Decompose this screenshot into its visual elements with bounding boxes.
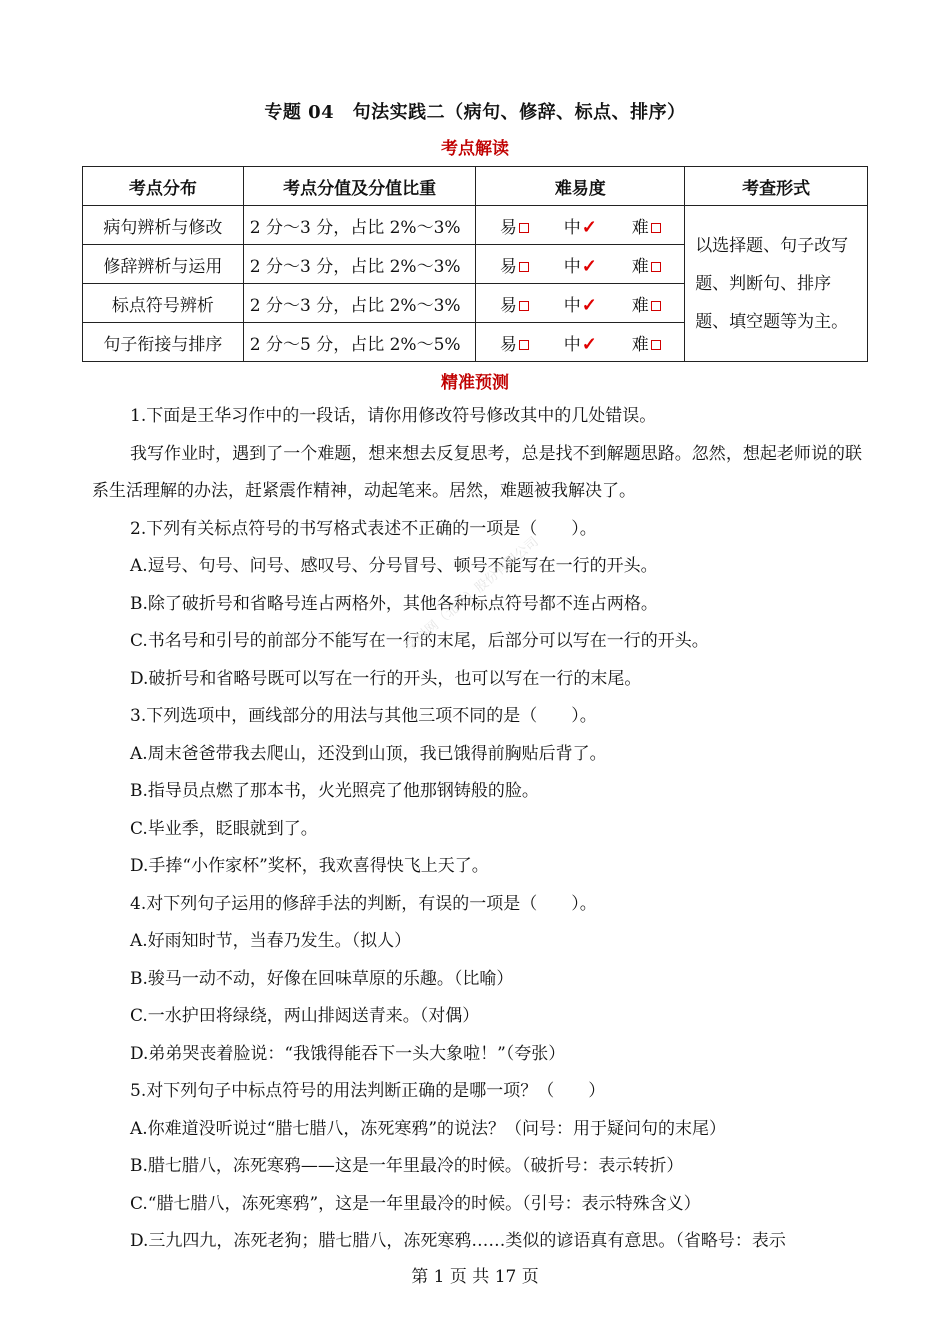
topic-cell: 病句辨析与修改 xyxy=(83,206,244,245)
topic-cell: 修辞辨析与运用 xyxy=(83,245,244,284)
checkbox-icon xyxy=(651,262,661,272)
exam-points-table xyxy=(82,166,868,362)
medium-label: 中 xyxy=(563,217,581,238)
question-passage: 我写作业时，遇到了一个难题，想来想去反复思考，总是找不到解题思路。忽然，想起老师说的联系生活理解的办法，赶紧震作精神，动起笔来。居然，难题被我解决了。 xyxy=(92,443,862,501)
checkbox-icon xyxy=(651,340,661,350)
checkbox-icon xyxy=(519,262,529,272)
question-option: C.一水护田将绿绕，两山排闼送青来。（对偶） xyxy=(130,1006,480,1026)
checkmark-icon: ✓ xyxy=(581,333,597,355)
medium-label: 中 xyxy=(563,295,581,316)
score-cell: 2 分～3 分，占比 2%～3% xyxy=(243,245,476,284)
question-option: D.手捧“小作家杯”奖杯，我欢喜得快飞上天了。 xyxy=(130,856,489,876)
medium-label: 中 xyxy=(563,256,581,277)
question-stem: 2.下列有关标点符号的书写格式表述不正确的一项是（ ）。 xyxy=(130,518,597,539)
question-option: B.腊七腊八，冻死寒鸦——这是一年里最冷的时候。（破折号：表示转折） xyxy=(130,1156,684,1176)
hard-label: 难 xyxy=(631,295,649,316)
easy-label: 易 xyxy=(499,256,517,277)
question-option: C.毕业季，眨眼就到了。 xyxy=(130,818,318,839)
table-header: 考点分值及分值比重 xyxy=(243,167,476,206)
easy-label: 易 xyxy=(499,295,517,316)
checkbox-icon xyxy=(651,301,661,311)
score-cell: 2 分～5 分，占比 2%～5% xyxy=(243,323,476,362)
question-stem: 5.对下列句子中标点符号的用法判断正确的是哪一项？（ ） xyxy=(130,1081,606,1101)
question-option: A.好雨知时节，当春乃发生。（拟人） xyxy=(130,931,412,951)
checkmark-icon: ✓ xyxy=(581,216,597,238)
easy-label: 易 xyxy=(499,334,517,355)
table-header: 难易度 xyxy=(476,167,685,206)
page-footer: 第 1 页 共 17 页 xyxy=(411,1267,539,1287)
checkmark-icon: ✓ xyxy=(581,294,597,316)
easy-label: 易 xyxy=(499,217,517,238)
difficulty-cell xyxy=(476,323,685,362)
checkmark-icon: ✓ xyxy=(581,255,597,277)
question-option: D.三九四九，冻死老狗；腊七腊八，冻死寒鸦……类似的谚语真有意思。（省略号：表示 xyxy=(130,1231,786,1251)
question-option: D.破折号和省略号既可以写在一行的开头，也可以写在一行的末尾。 xyxy=(130,668,642,689)
question-option: C.“腊七腊八，冻死寒鸦”，这是一年里最冷的时候。（引号：表示特殊含义） xyxy=(130,1193,701,1214)
hard-label: 难 xyxy=(631,217,649,238)
hard-label: 难 xyxy=(631,256,649,277)
question-stem: 3.下列选项中，画线部分的用法与其他三项不同的是（ ）。 xyxy=(130,706,597,726)
question-option: D.弟弟哭丧着脸说：“我饿得能吞下一头大象啦！”（夸张） xyxy=(130,1043,566,1064)
question-option: B.指导员点燃了那本书，火光照亮了他那钢铸般的脸。 xyxy=(130,781,539,801)
score-cell: 2 分～3 分，占比 2%～3% xyxy=(243,284,476,323)
checkbox-icon xyxy=(519,223,529,233)
medium-label: 中 xyxy=(563,334,581,355)
checkbox-icon xyxy=(519,301,529,311)
topic-cell: 句子衔接与排序 xyxy=(83,323,244,362)
section-heading-analysis: 考点解读 xyxy=(441,139,509,159)
hard-label: 难 xyxy=(631,334,649,355)
question-option: B.骏马一动不动，好像在回味草原的乐趣。（比喻） xyxy=(130,968,514,989)
page-title: 专题 04 句法实践二（病句、修辞、标点、排序） xyxy=(264,102,686,123)
question-option: A.逗号、句号、问号、感叹号、分号冒号、顿号不能写在一行的开头。 xyxy=(130,556,658,576)
question-option: C.书名号和引号的前部分不能写在一行的末尾，后部分可以写在一行的开头。 xyxy=(130,631,709,651)
table-header: 考点分布 xyxy=(83,167,244,206)
table-header-row xyxy=(83,167,868,206)
section-heading-prediction: 精准预测 xyxy=(441,373,509,393)
question-option: A.周末爸爸带我去爬山，还没到山顶，我已饿得前胸贴后背了。 xyxy=(130,743,607,764)
question-stem: 4.对下列句子运用的修辞手法的判断，有误的一项是（ ）。 xyxy=(130,893,597,914)
table-row xyxy=(83,206,868,245)
topic-cell: 标点符号辨析 xyxy=(83,284,244,323)
difficulty-cell xyxy=(476,245,685,284)
questions xyxy=(92,398,862,1261)
difficulty-cell xyxy=(476,284,685,323)
question-option: B.除了破折号和省略号连占两格外，其他各种标点符号都不连占两格。 xyxy=(130,593,658,614)
difficulty-cell xyxy=(476,206,685,245)
checkbox-icon xyxy=(651,223,661,233)
watermark: 学科网（北京）股份有限公司 xyxy=(402,534,542,655)
question-stem: 1.下面是王华习作中的一段话，请你用修改符号修改其中的几处错误。 xyxy=(130,406,657,426)
table-header: 考查形式 xyxy=(685,167,868,206)
question-option: A.你难道没听说过“腊七腊八，冻死寒鸦”的说法？（问号：用于疑问句的末尾） xyxy=(130,1118,727,1139)
checkbox-icon xyxy=(519,340,529,350)
form-cell: 以选择题、句子改写题、判断句、排序题、填空题等为主。 xyxy=(685,206,868,362)
score-cell: 2 分～3 分，占比 2%～3% xyxy=(243,206,476,245)
